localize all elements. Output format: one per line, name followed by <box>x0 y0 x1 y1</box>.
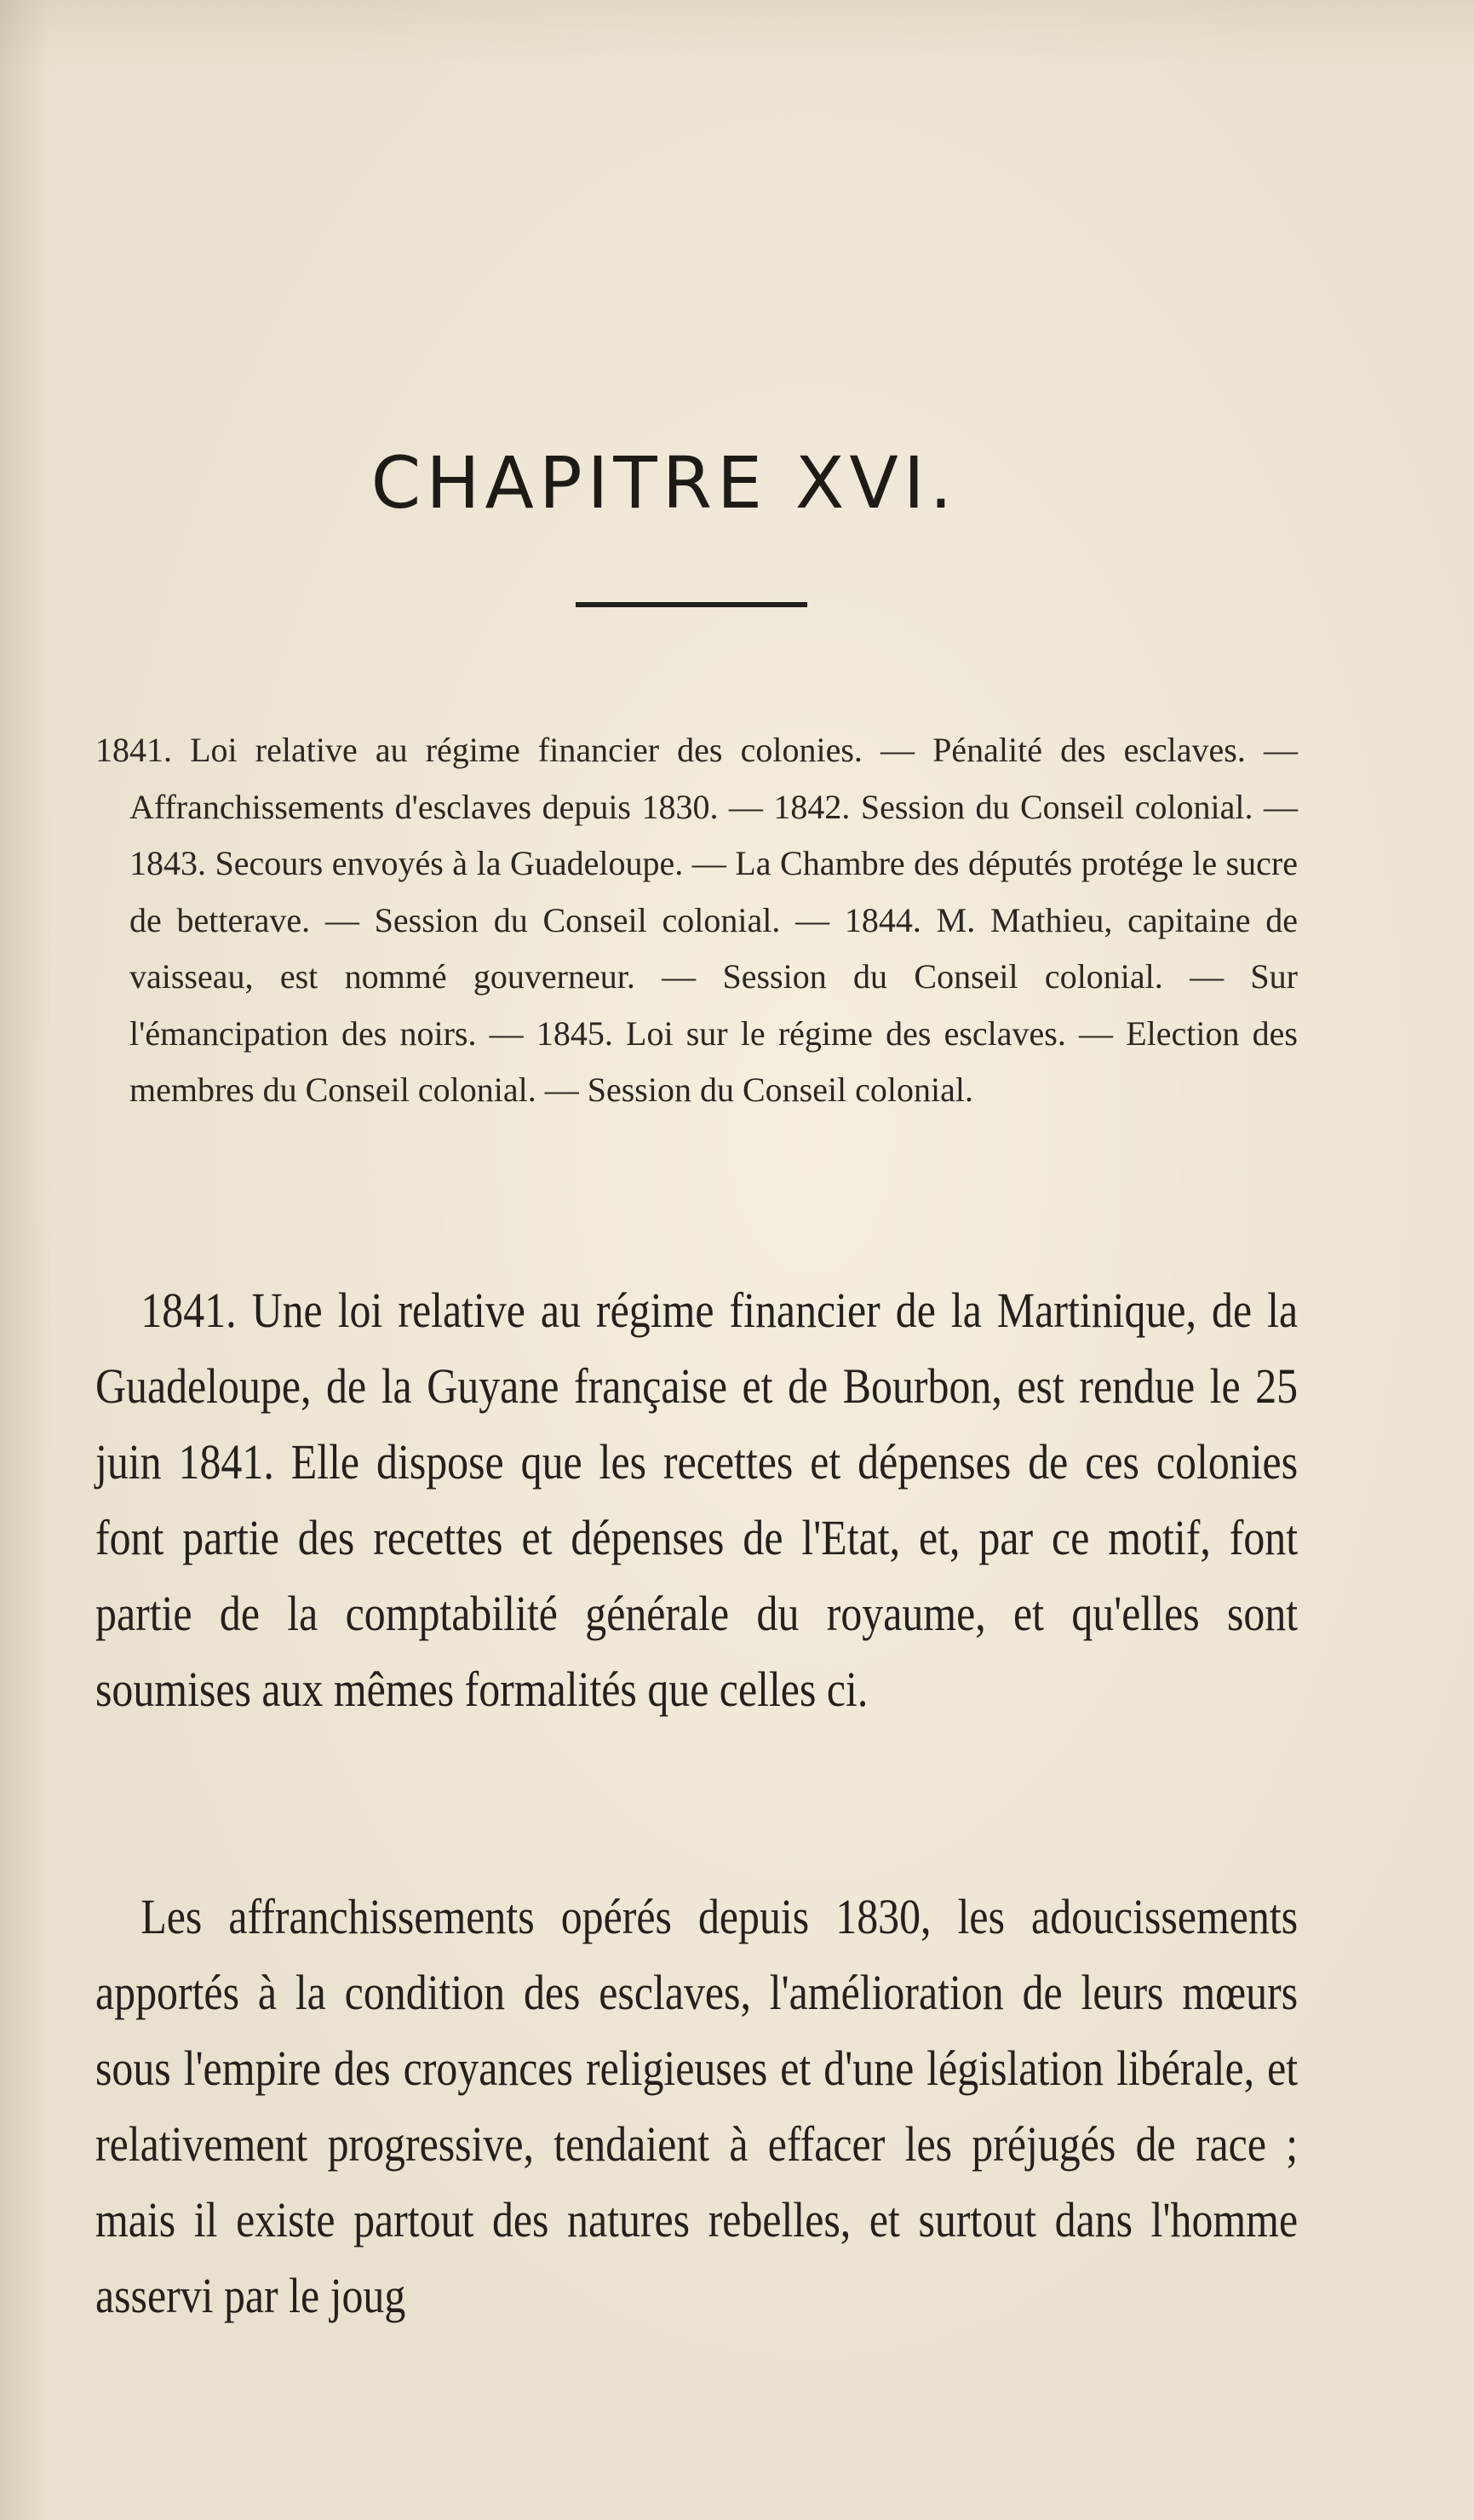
body-paragraph-2-text: Les affranchissements opérés depuis 1830, les adoucissements apportés à la condition des esclaves, l'amélioration de leurs mœurs sous l'empire des croyances religieuses et d'une législation libérale, et relativement progressive, tendaient à effacer les préjugés de race ; mais il existe partout des natures rebelles, et surtout dans l'homme asservi par le joug <box>95 1889 1299 2323</box>
body-paragraph-1-text: 1841. Une loi relative au régime financier de la Martinique, de la Guadeloupe, de la Guyane française et de Bourbon, est rendue le 25 juin 1841. Elle dispose que les recettes et dépenses de ces colonies font partie des recettes et dépenses de l'Etat, et, par ce motif, font partie de la comptabilité générale du royaume, et qu'elles sont soumises aux mêmes formalités que celles ci. <box>95 1283 1299 1717</box>
body-paragraph-1 <box>95 1272 1299 1727</box>
chapter-title: CHAPITRE XVI. <box>370 441 958 525</box>
body-paragraph-2 <box>95 1879 1299 2333</box>
chapter-summary <box>95 722 1298 1119</box>
title-rule <box>576 602 807 607</box>
chapter-summary-text: 1841. Loi relative au régime financier des colonies. — Pénalité des esclaves. — Affranchissements d'esclaves depuis 1830. — 1842. Session du Conseil colonial. — 1843. Secours envoyés à la Guadeloupe. — La Chambre des députés protége le sucre de betterave. — Session du Conseil colonial. — 1844. M. Mathieu, capitaine de vaisseau, est nommé gouverneur. — Session du Conseil colonial. — Sur l'émancipation des noirs. — 1845. Loi sur le régime des esclaves. — Election des membres du Conseil colonial. — Session du Conseil colonial. <box>95 731 1298 1109</box>
